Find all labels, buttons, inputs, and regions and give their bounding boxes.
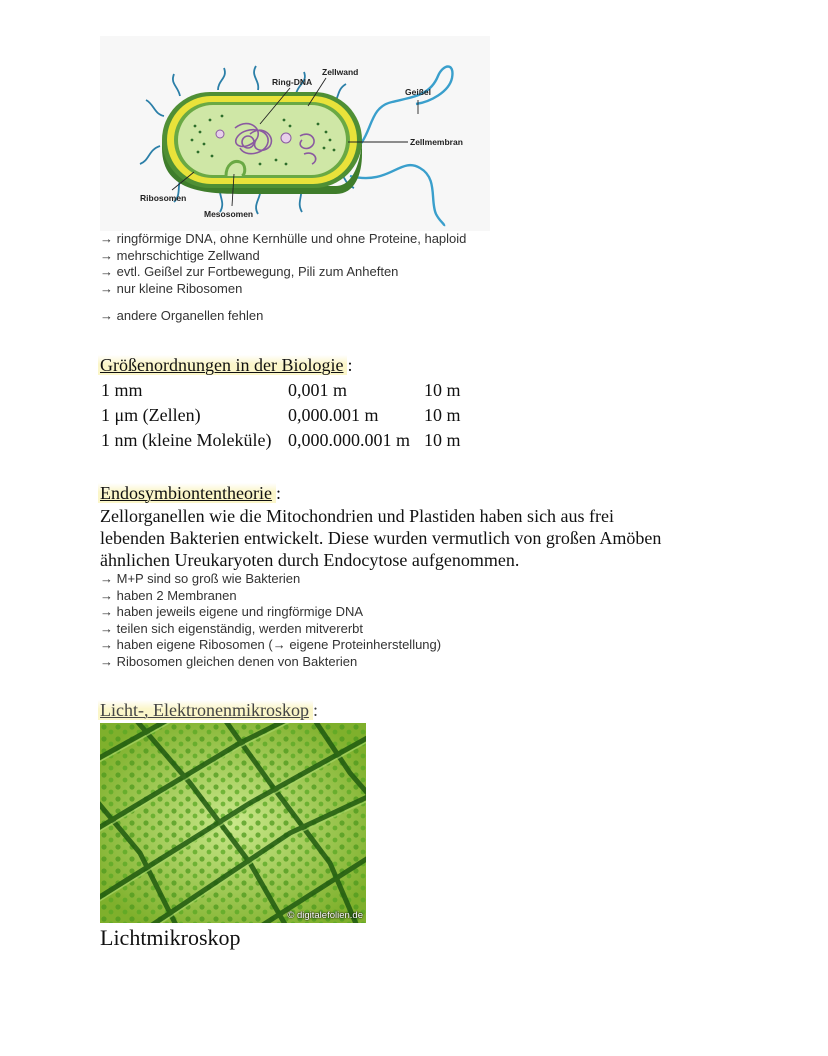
size-value: 0,000.000.001 m (288, 430, 411, 450)
label-zellwand: Zellwand (322, 67, 359, 77)
list-item: → evtl. Geißel zur Fortbewegung, Pili zum Anheften (100, 264, 399, 279)
list-item: → teilen sich eigenständig, werden mitvererbt (100, 620, 364, 636)
list-item: → haben eigene Ribosomen (→ eigene Proteinherstellung) (100, 637, 442, 652)
photo-watermark: © digitalefolien.de (287, 910, 363, 921)
label-zellmembran: Zellmembran (410, 137, 463, 147)
size-value: 0,001 m (288, 380, 348, 400)
size-unit: 1 nm (kleine Moleküle) (101, 430, 272, 450)
paragraph-line: Zellorganellen wie die Mitochondrien und Plastiden haben sich aus frei (100, 506, 615, 526)
label-mesosomen: Mesosomen (204, 209, 254, 219)
paragraph-line: lebenden Bakterien entwickelt. Diese wurden vermutlich von großen Amöben (100, 528, 662, 548)
bacteria-bullet-list (100, 231, 466, 297)
leaf-cells-image (100, 723, 366, 923)
microscope-photo (100, 723, 366, 923)
size-power: 10 m (424, 405, 461, 425)
table-row (101, 403, 461, 428)
label-ring-dna: Ring-DNA (272, 77, 313, 87)
list-item: → haben jeweils eigene und ringförmige DNA (100, 604, 364, 619)
sizes-heading-line (100, 355, 352, 376)
table-row (101, 378, 461, 403)
bacteria-extra-bullet: → andere Organellen fehlen (100, 308, 264, 323)
size-value: 0,000.001 m (288, 405, 379, 425)
size-power: 10 m (424, 380, 461, 400)
sizes-heading: Größenordnungen in der Biologie (98, 355, 347, 375)
endo-heading-colon: : (275, 483, 281, 503)
paragraph-line: ähnlichen Ureukaryoten durch Endocytose aufgenommen. (100, 550, 520, 570)
table-row (101, 428, 461, 453)
list-item: → M+P sind so groß wie Bakterien (100, 571, 301, 586)
label-geissel: Geißel (405, 87, 431, 97)
size-unit: 1 μm (Zellen) (101, 405, 201, 425)
label-ribosomen: Ribosomen (140, 193, 187, 203)
mesosome (226, 162, 245, 176)
endo-paragraph (100, 505, 800, 571)
endo-heading-line (100, 483, 281, 504)
sizes-table (101, 378, 461, 453)
sizes-heading-colon: : (347, 355, 353, 375)
bacteria-figure (100, 36, 490, 231)
list-item: → mehrschichtige Zellwand (100, 247, 260, 263)
size-unit: 1 mm (101, 380, 143, 400)
microscope-heading-colon: : (312, 700, 318, 720)
list-item: → Ribosomen gleichen denen von Bakterien (100, 653, 358, 669)
list-item: → ringförmige DNA, ohne Kernhülle und ohne Proteine, haploid (100, 231, 467, 246)
list-item: → haben 2 Membranen (100, 587, 237, 603)
list-item: → nur kleine Ribosomen (100, 280, 243, 296)
endo-heading: Endosymbiontentheorie (98, 483, 276, 503)
size-power: 10 m (424, 430, 461, 450)
photo-caption: Lichtmikroskop (100, 925, 241, 950)
microscope-heading: Licht-, Elektronenmikroskop (98, 700, 313, 720)
endo-bullet-list (100, 571, 441, 670)
microscope-heading-line (100, 700, 318, 721)
